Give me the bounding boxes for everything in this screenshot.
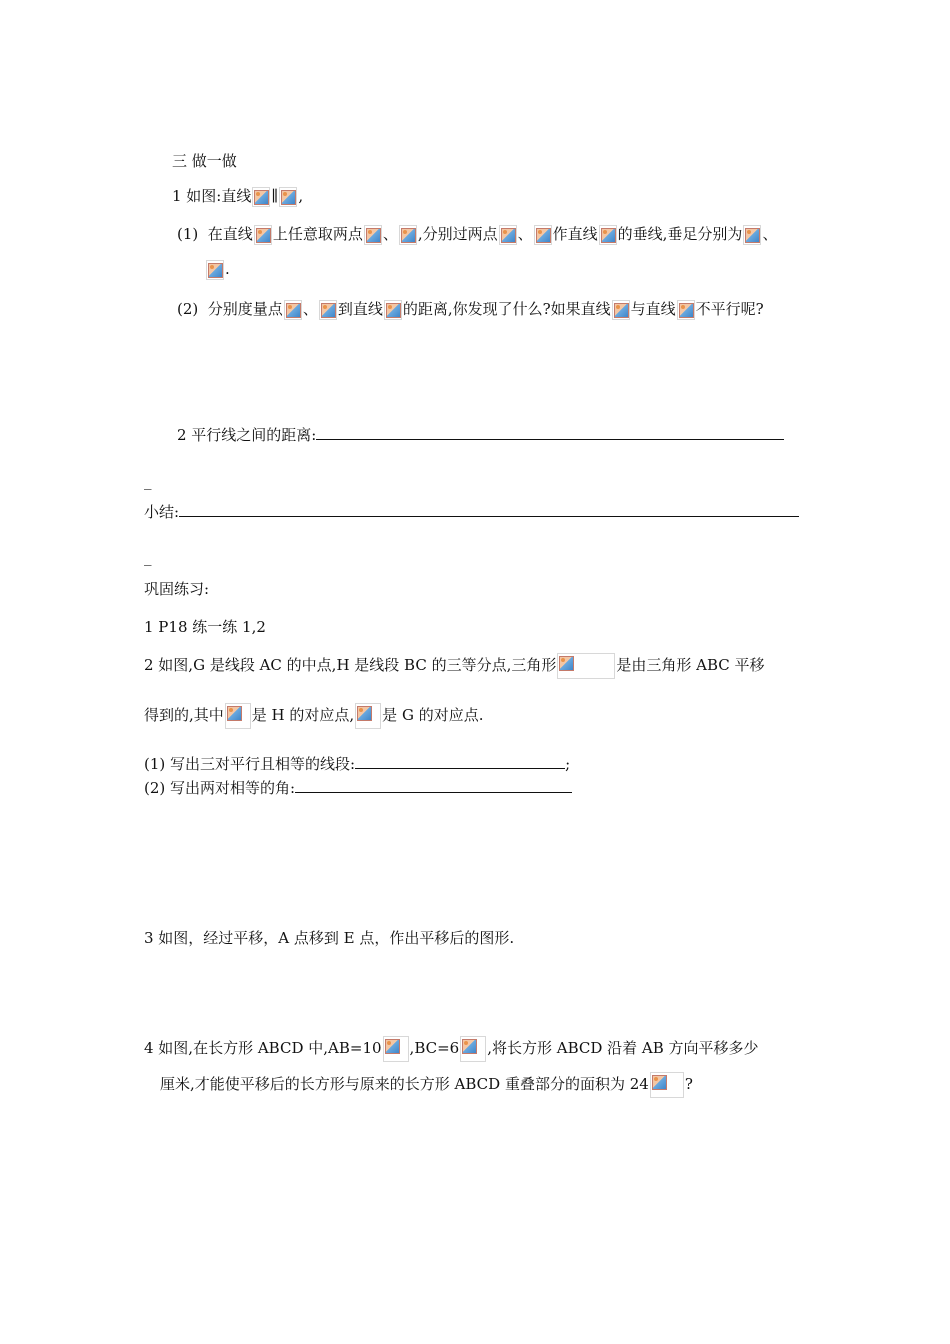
practice-heading: 巩固练习: [144,580,210,598]
part-text: 、 [302,300,318,318]
math-image-icon [252,187,270,207]
math-image-icon [677,300,695,320]
math-image-icon [599,225,617,245]
part-text: 、 [517,225,533,243]
math-image-icon [284,300,302,320]
math-image-icon [206,260,224,280]
part-text: 到直线 [337,300,383,318]
math-image-icon [254,225,272,245]
q1-stem-end: , [298,187,304,205]
q1-part1-line1 [177,223,777,245]
math-image-icon [383,1036,409,1062]
ex4-text: 厘米,才能使平移后的长方形与原来的长方形 ABCD 重叠部分的面积为 24 [160,1075,649,1093]
ex2-sub-end: ; [565,755,571,773]
answer-blank[interactable] [316,425,784,440]
part-text: 、 [382,225,398,243]
part-text: 作直线 [552,225,598,243]
summary-tail: _ [144,548,152,566]
distance-tail: _ [144,472,152,490]
q1-part2 [177,298,764,320]
exercise-2-line2 [144,703,483,729]
distance-label: 2 平行线之间的距离: [177,426,317,444]
exercise-4-line1 [144,1036,759,1062]
math-image-icon [355,703,381,729]
ex2-text: 是由三角形 ABC 平移 [616,656,765,674]
part-text: ,分别过两点 [417,225,498,243]
ex2-text: 是 H 的对应点, [251,706,355,724]
math-image-icon [612,300,630,320]
summary [144,501,799,523]
ex4-text: ? [684,1075,693,1093]
math-image-icon [384,300,402,320]
exercise-2-line1 [144,653,765,679]
ex2-sub-text: (2) 写出两对相等的角: [144,779,296,797]
q1-stem-text: 1 如图:直线 [172,187,252,205]
math-image-icon [499,225,517,245]
part-number: (2) [177,300,199,318]
math-image-icon [225,703,251,729]
part-text: 分别度量点 [207,300,283,318]
math-image-icon [557,653,615,679]
ex2-sub-text: (1) 写出三对平行且相等的线段: [144,755,356,773]
math-image-icon [534,225,552,245]
parallel-symbol: ∥ [271,187,279,205]
part-text: 不平行呢? [695,300,764,318]
ex2-text: 2 如图,G 是线段 AC 的中点,H 是线段 BC 的三等分点,三角形 [144,656,557,674]
part-text: 的距离,你发现了什么?如果直线 [402,300,611,318]
part-text: 在直线 [207,225,253,243]
math-image-icon [650,1072,684,1098]
math-image-icon [364,225,382,245]
part-text: . [225,260,230,278]
q1-part1-line2 [205,258,230,280]
part-text: 的垂线,垂足分别为 [617,225,743,243]
distance-question [177,424,784,446]
exercise-3: 3 如图，经过平移，A 点移到 E 点，作出平移后的图形. [144,929,515,947]
exercise-1: 1 P18 练一练 1,2 [144,618,266,636]
q1-stem [172,185,303,207]
answer-blank[interactable] [295,778,572,793]
math-image-icon [319,300,337,320]
exercise-4-line2 [160,1072,693,1098]
answer-blank[interactable] [179,502,799,517]
ex2-text: 得到的,其中 [144,706,224,724]
ex4-text: ,将长方形 ABCD 沿着 AB 方向平移多少 [487,1039,759,1057]
part-text: 上任意取两点 [272,225,363,243]
ex4-text: 4 如图,在长方形 ABCD 中,AB=10 [144,1039,382,1057]
part-number: (1) [177,225,199,243]
section-heading: 三 做一做 [172,152,237,170]
part-text: 、 [762,225,778,243]
ex4-text: ,BC=6 [409,1039,460,1057]
exercise-2-sub1 [144,753,570,775]
part-text: 与直线 [630,300,676,318]
math-image-icon [743,225,761,245]
summary-label: 小结: [144,503,180,521]
math-image-icon [399,225,417,245]
math-image-icon [460,1036,486,1062]
math-image-icon [279,187,297,207]
answer-blank[interactable] [355,754,565,769]
exercise-2-sub2 [144,777,572,799]
ex2-text: 是 G 的对应点. [382,706,484,724]
